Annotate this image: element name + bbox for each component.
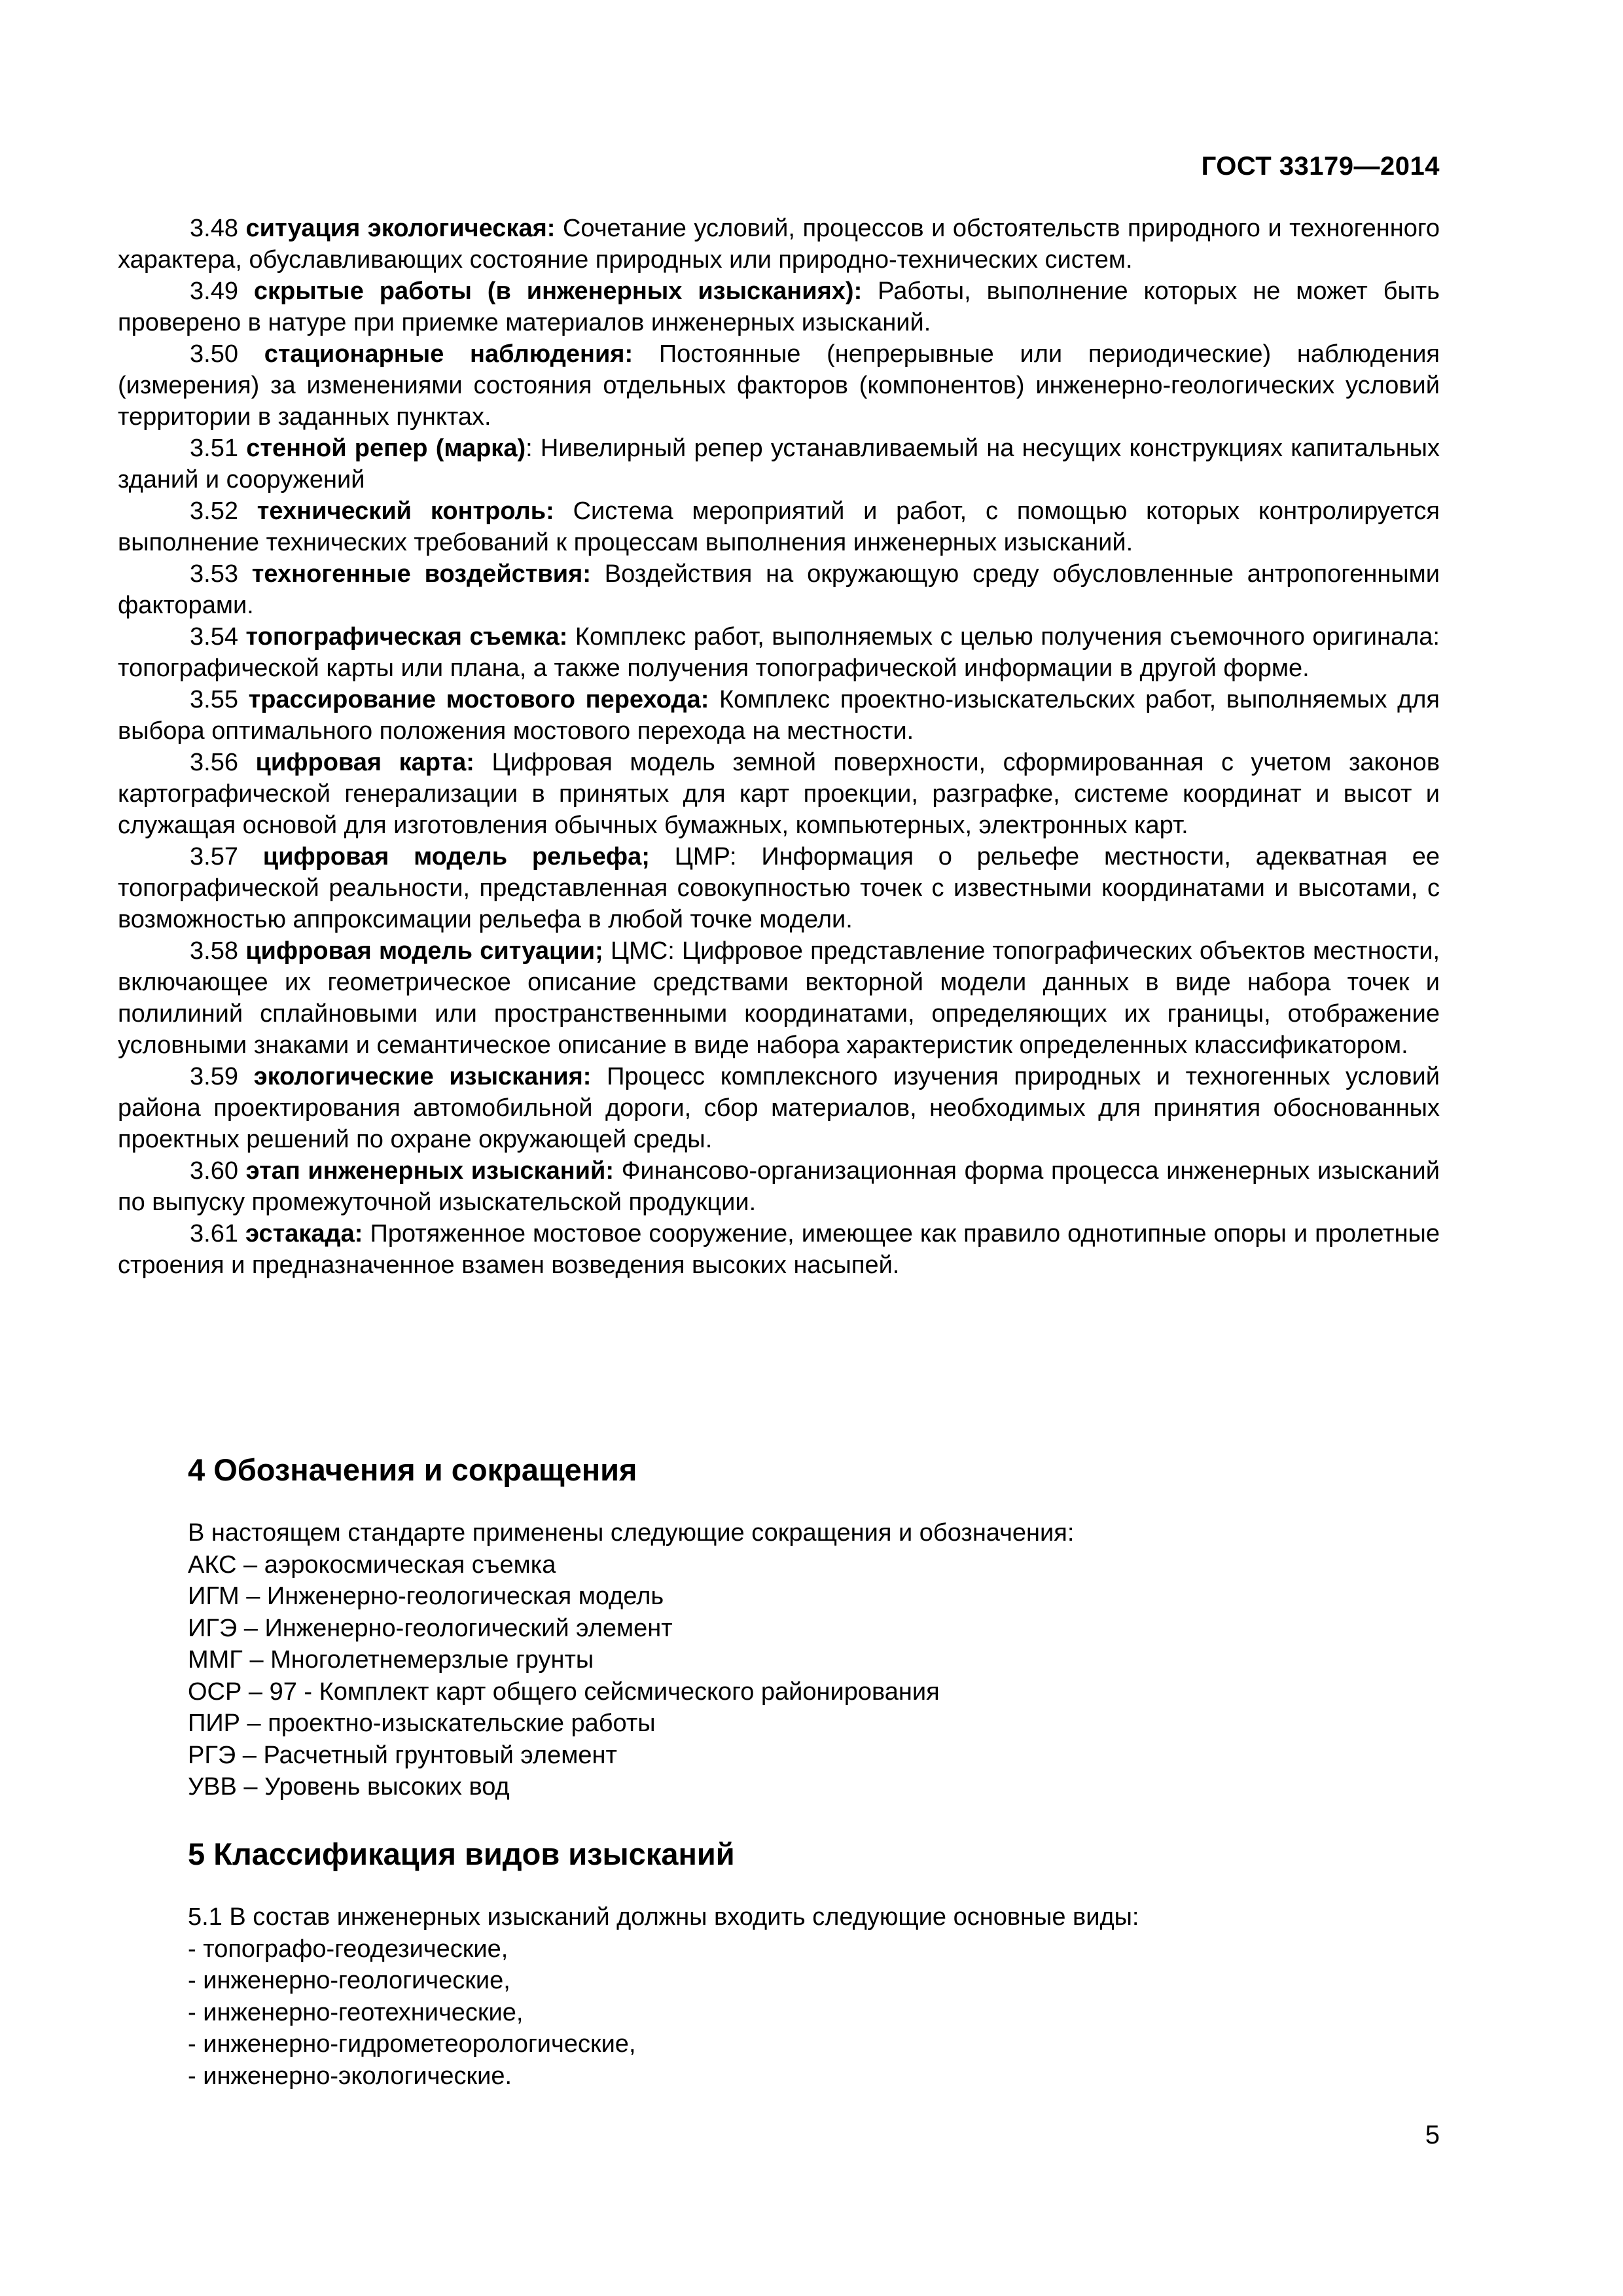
- term-entry: [118, 338, 1440, 433]
- abbreviations-intro: В настоящем стандарте применены следующие сокращения и обозначения:: [188, 1519, 1075, 1547]
- term-definition: ЦМР: Информация о рельефе местности, адекватная ее топографической реальности, представленная совокупностью точек с известными координатами и высотами, с возможностью аппроксимации рельефа в любой точке модели.: [118, 843, 1440, 933]
- section-5-title: 5 Классификация видов изысканий: [188, 1837, 735, 1871]
- term-name: цифровая модель рельефа;: [262, 843, 650, 870]
- term-definition: Цифровая модель земной поверхности, сформированная с учетом законов картографической генерализации в принятых для карт проекции, разграфке, системе координат и высот и служащая основой для изготовления обычных бумажных, компьютерных, электронных карт.: [118, 749, 1440, 839]
- term-number: 3.59: [190, 1063, 238, 1090]
- survey-kind-item: - инженерно-геотехнические,: [188, 1998, 524, 2026]
- term-definition: Воздействия на окружающую среду обусловленные антропогенными факторами.: [118, 560, 1440, 619]
- abbreviation-item: РГЭ – Расчетный грунтовый элемент: [188, 1741, 617, 1769]
- term-definition: Система мероприятий и работ, с помощью которых контролируется выполнение технических требований к процессам выполнения инженерных изысканий.: [118, 497, 1440, 556]
- terms-list: [118, 213, 1440, 1281]
- term-entry: [118, 1155, 1440, 1218]
- abbreviation-item: ОСР – 97 - Комплект карт общего сейсмического районирования: [188, 1677, 940, 1706]
- term-entry: [118, 935, 1440, 1061]
- survey-kinds-list: [188, 1901, 1431, 2092]
- term-name: цифровая карта:: [255, 749, 474, 776]
- term-entry: [118, 621, 1440, 684]
- term-entry: [118, 841, 1440, 935]
- term-name: трассирование мостового перехода:: [248, 686, 709, 713]
- abbreviation-item: ММГ – Многолетнемерзлые грунты: [188, 1646, 594, 1674]
- term-definition: Комплекс работ, выполняемых с целью получения съемочного оригинала: топографической карты или плана, а также получения топографической информации в другой форме.: [118, 623, 1440, 682]
- term-name: скрытые работы (в инженерных изысканиях):: [253, 278, 863, 305]
- term-number: 3.48: [190, 215, 238, 242]
- term-entry: [118, 684, 1440, 747]
- survey-kind-item: - инженерно-гидрометеорологические,: [188, 2030, 636, 2058]
- abbreviation-item: УВВ – Уровень высоких вод: [188, 1773, 510, 1801]
- term-number: 3.52: [190, 497, 238, 525]
- term-definition: Процесс комплексного изучения природных и техногенных условий района проектирования автомобильной дороги, сбор материалов, необходимых для принятия обоснованных проектных решений по охране окружающей среды.: [118, 1063, 1440, 1153]
- term-name: стационарные наблюдения:: [264, 340, 633, 368]
- term-number: 3.53: [190, 560, 238, 588]
- abbreviation-item: ИГМ – Инженерно-геологическая модель: [188, 1583, 664, 1610]
- survey-kind-item: - инженерно-экологические.: [188, 2062, 512, 2090]
- term-name: экологические изыскания:: [253, 1063, 592, 1090]
- term-entry: [118, 276, 1440, 338]
- term-number: 3.50: [190, 340, 238, 368]
- term-name: ситуация экологическая:: [245, 215, 556, 242]
- survey-kind-item: - топографо-геодезические,: [188, 1935, 508, 1963]
- term-number: 3.55: [190, 686, 238, 713]
- term-definition: Комплекс проектно-изыскательских работ, выполняемых для выбора оптимального положения мостового перехода на местности.: [118, 686, 1440, 745]
- abbreviation-item: ПИР – проектно-изыскательские работы: [188, 1710, 656, 1737]
- term-name: эстакада:: [245, 1220, 363, 1247]
- term-number: 3.58: [190, 937, 238, 965]
- term-definition: ЦМС: Цифровое представление топографических объектов местности, включающее их геометрическое описание средствами векторной модели данных в виде набора точек и полилиний сплайновыми или пространственными координатами, определяющих их границы, отображение условными знаками и семантическое описание в виде набора характеристик определенных классификатором.: [118, 937, 1440, 1059]
- abbreviation-item: ИГЭ – Инженерно-геологический элемент: [188, 1614, 673, 1642]
- page-number: 5: [1425, 2121, 1440, 2149]
- term-number: 3.57: [190, 843, 238, 870]
- abbreviations-list: [188, 1517, 1431, 1803]
- term-name: технический контроль:: [257, 497, 554, 525]
- term-number: 3.51: [190, 435, 238, 462]
- term-number: 3.60: [190, 1157, 238, 1185]
- term-name: этап инженерных изысканий:: [245, 1157, 615, 1185]
- term-entry: [118, 1218, 1440, 1281]
- term-name: цифровая модель ситуации;: [245, 937, 603, 965]
- standard-header: ГОСТ 33179—2014: [1201, 152, 1440, 181]
- term-definition: Протяженное мостовое сооружение, имеющее как правило однотипные опоры и пролетные строения и предназначенное взамен возведения высоких насыпей.: [118, 1220, 1440, 1279]
- section-4-title: 4 Обозначения и сокращения: [188, 1452, 637, 1487]
- term-definition: Финансово-организационная форма процесса инженерных изысканий по выпуску промежуточной изыскательской продукции.: [118, 1157, 1440, 1216]
- term-number: 3.61: [190, 1220, 238, 1247]
- term-number: 3.56: [190, 749, 238, 776]
- term-name: техногенные воздействия:: [251, 560, 591, 588]
- abbreviation-item: АКС – аэрокосмическая съемка: [188, 1551, 556, 1579]
- survey-kinds-intro: 5.1 В состав инженерных изысканий должны входить следующие основные виды:: [188, 1903, 1139, 1931]
- term-entry: [118, 495, 1440, 558]
- term-definition: Постоянные (непрерывные или периодические) наблюдения (измерения) за изменениями состояния отдельных факторов (компонентов) инженерно-геологических условий территории в заданных пунктах.: [118, 340, 1440, 431]
- term-definition: Сочетание условий, процессов и обстоятельств природного и техногенного характера, обуславливающих состояние природных или природно-технических систем.: [118, 215, 1440, 274]
- term-entry: [118, 213, 1440, 276]
- term-definition: : Нивелирный репер устанавливаемый на несущих конструкциях капитальных зданий и сооружений: [118, 435, 1440, 493]
- term-entry: [118, 558, 1440, 621]
- term-name: топографическая съемка:: [245, 623, 568, 651]
- survey-kind-item: - инженерно-геологические,: [188, 1967, 510, 1994]
- term-number: 3.49: [190, 278, 238, 305]
- term-entry: [118, 1061, 1440, 1155]
- term-definition: Работы, выполнение которых не может быть проверено в натуре при приемке материалов инженерных изысканий.: [118, 278, 1440, 336]
- term-entry: [118, 747, 1440, 841]
- term-number: 3.54: [190, 623, 238, 651]
- term-entry: [118, 433, 1440, 495]
- term-name: стенной репер (марка): [246, 435, 526, 462]
